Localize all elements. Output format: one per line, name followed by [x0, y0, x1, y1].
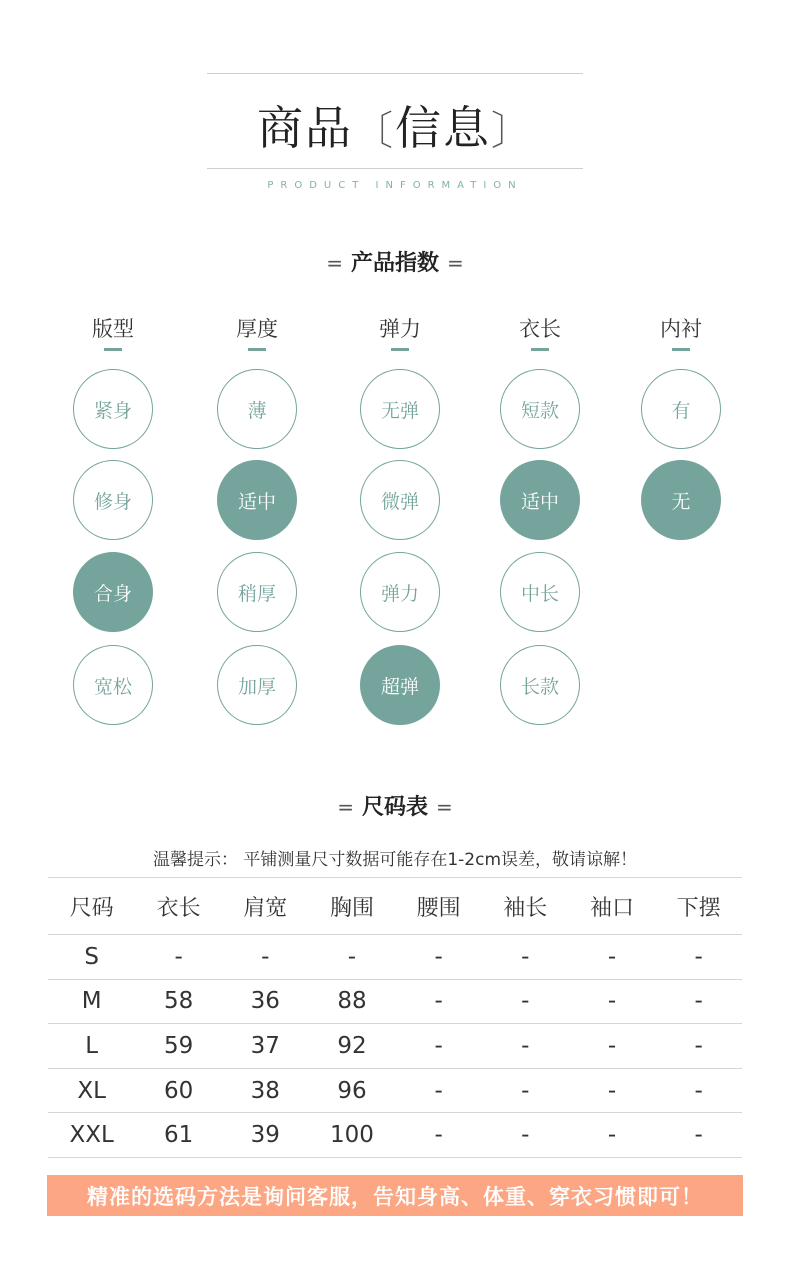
size-table-cell: -	[395, 1024, 482, 1069]
size-table-header-cell: 尺码	[48, 878, 135, 935]
index-option: 无	[641, 460, 721, 540]
index-option: 修身	[73, 460, 153, 540]
index-option: 无弹	[360, 369, 440, 449]
index-option: 薄	[217, 369, 297, 449]
index-column-underline	[391, 348, 409, 351]
size-table-cell: -	[655, 1113, 742, 1158]
size-table-cell: -	[569, 935, 656, 980]
size-table-header-cell: 衣长	[135, 878, 222, 935]
header-top-rule	[207, 73, 583, 74]
index-column-header: 内衬	[660, 317, 702, 341]
size-table-cell: -	[395, 1068, 482, 1113]
product-index-title-text: 产品指数	[350, 251, 439, 276]
size-table-cell: -	[222, 935, 309, 980]
size-table-cell: M	[48, 979, 135, 1024]
index-option: 中长	[500, 552, 580, 632]
size-table-cell: 38	[222, 1068, 309, 1113]
size-table-cell: 36	[222, 979, 309, 1024]
index-column-header: 衣长	[519, 317, 561, 341]
index-option: 适中	[500, 460, 580, 540]
size-table-cell: XL	[48, 1068, 135, 1113]
index-option: 稍厚	[217, 552, 297, 632]
bracket-open: 〔	[353, 108, 395, 154]
eq-left: =	[337, 795, 354, 819]
index-option: 有	[641, 369, 721, 449]
size-table-header-cell: 胸围	[309, 878, 396, 935]
index-column-underline	[531, 348, 549, 351]
index-column-underline	[672, 348, 690, 351]
index-column-underline	[248, 348, 266, 351]
size-table-row	[48, 979, 742, 1024]
size-table-cell: -	[569, 1068, 656, 1113]
index-option: 微弹	[360, 460, 440, 540]
size-table-cell: 88	[309, 979, 396, 1024]
index-option: 加厚	[217, 645, 297, 725]
size-tip: 温馨提示： 平铺测量尺寸数据可能存在1-2cm误差，敬请谅解！	[152, 850, 638, 870]
index-option: 合身	[73, 552, 153, 632]
eq-left: =	[326, 251, 343, 275]
size-table-cell: -	[395, 979, 482, 1024]
size-table-cell: -	[655, 935, 742, 980]
size-table-cell: 58	[135, 979, 222, 1024]
size-table-header-cell: 袖长	[482, 878, 569, 935]
size-table-cell: -	[482, 1024, 569, 1069]
page-title	[0, 92, 790, 158]
index-option: 宽松	[73, 645, 153, 725]
title-right: 信息	[395, 101, 491, 155]
index-option: 适中	[217, 460, 297, 540]
size-table-cell: 37	[222, 1024, 309, 1069]
index-column-header: 厚度	[236, 317, 278, 341]
size-table-cell: -	[569, 1113, 656, 1158]
size-table-cell: 59	[135, 1024, 222, 1069]
size-table-cell: -	[655, 1068, 742, 1113]
size-table-cell: -	[482, 1113, 569, 1158]
size-table-header-cell: 肩宽	[222, 878, 309, 935]
size-table-header-cell: 下摆	[655, 878, 742, 935]
size-table-cell: XXL	[48, 1113, 135, 1158]
size-table-cell: 60	[135, 1068, 222, 1113]
size-table-cell: -	[569, 979, 656, 1024]
size-chart-title	[0, 790, 790, 821]
index-column-header: 弹力	[379, 317, 421, 341]
size-table-row	[48, 1068, 742, 1113]
size-chart-title-text: 尺码表	[361, 795, 428, 820]
header-bottom-rule	[207, 168, 583, 169]
size-table-header-row	[48, 878, 742, 935]
size-table	[48, 877, 742, 1158]
size-table-cell: -	[309, 935, 396, 980]
index-column-header: 版型	[92, 317, 134, 341]
product-index-title	[0, 246, 790, 277]
size-table-cell: -	[482, 935, 569, 980]
size-advice-banner: 精准的选码方法是询问客服，告知身高、体重、穿衣习惯即可！	[47, 1175, 743, 1216]
index-option: 短款	[500, 369, 580, 449]
eq-right: =	[436, 795, 453, 819]
page-subtitle: PRODUCT INFORMATION	[267, 180, 523, 191]
size-table-row	[48, 935, 742, 980]
index-option: 长款	[500, 645, 580, 725]
title-left: 商品	[257, 101, 353, 155]
size-table-cell: -	[135, 935, 222, 980]
size-table-cell: -	[655, 979, 742, 1024]
eq-right: =	[447, 251, 464, 275]
size-table-cell: 96	[309, 1068, 396, 1113]
size-table-cell: -	[395, 935, 482, 980]
size-table-cell: S	[48, 935, 135, 980]
size-table-cell: -	[482, 979, 569, 1024]
bracket-close: 〕	[491, 108, 533, 154]
size-table-row	[48, 1113, 742, 1158]
index-column-underline	[104, 348, 122, 351]
index-option: 超弹	[360, 645, 440, 725]
size-table-cell: 61	[135, 1113, 222, 1158]
size-table-header-cell: 袖口	[569, 878, 656, 935]
size-table-header-cell: 腰围	[395, 878, 482, 935]
size-table-cell: 39	[222, 1113, 309, 1158]
size-table-cell: 92	[309, 1024, 396, 1069]
size-table-cell: -	[482, 1068, 569, 1113]
size-table-cell: 100	[309, 1113, 396, 1158]
index-option: 紧身	[73, 369, 153, 449]
size-table-row	[48, 1024, 742, 1069]
size-table-cell: -	[569, 1024, 656, 1069]
size-table-cell: -	[395, 1113, 482, 1158]
size-table-cell: -	[655, 1024, 742, 1069]
size-table-cell: L	[48, 1024, 135, 1069]
index-option: 弹力	[360, 552, 440, 632]
